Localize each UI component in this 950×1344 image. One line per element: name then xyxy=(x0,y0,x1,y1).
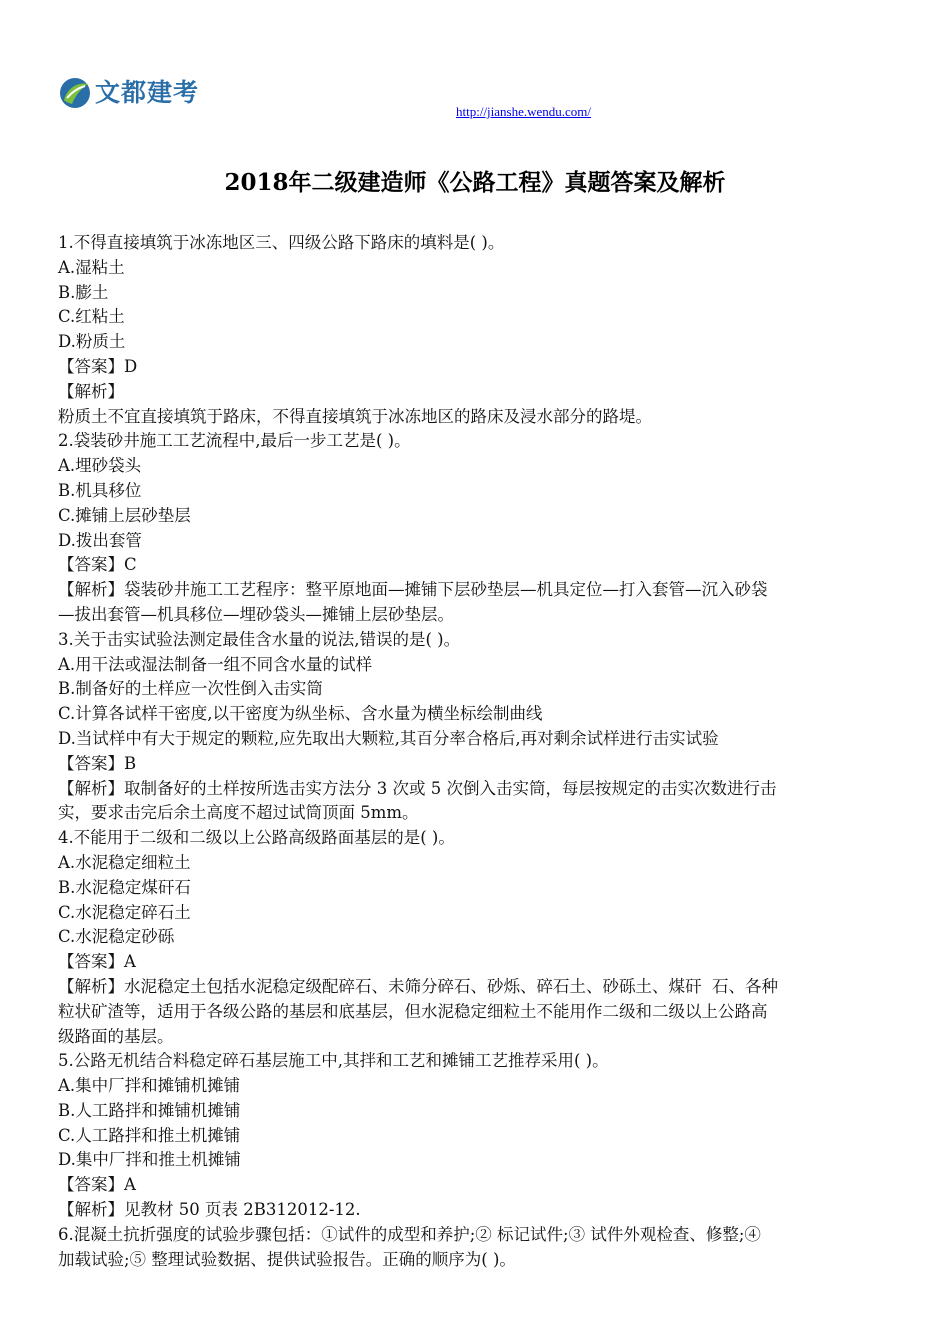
text-line: 实，要求击完后余土高度不超过试筒顶面 5mm。 xyxy=(58,803,419,823)
text-line: 【解析】 xyxy=(58,381,124,401)
wendu-logo[interactable] xyxy=(58,74,208,114)
text-line: B.人工路拌和摊铺机摊铺 xyxy=(58,1100,241,1120)
text-line: 【答案】D xyxy=(58,356,138,376)
text-line: C.人工路拌和推土机摊铺 xyxy=(58,1125,241,1145)
site-url-link[interactable]: http://jianshe.wendu.com/ xyxy=(456,104,592,119)
text-line: 4.不能用于二级和二级以上公路高级路面基层的是( )。 xyxy=(58,828,455,848)
text-line: B.水泥稳定煤矸石 xyxy=(58,877,191,897)
text-line: B.膨土 xyxy=(58,282,109,302)
document-title: 2018年二级建造师《公路工程》真题答案及解析 xyxy=(224,169,726,196)
text-line: D.集中厂拌和推土机摊铺 xyxy=(58,1150,241,1170)
document-body xyxy=(58,231,894,1272)
text-line: A.湿粘土 xyxy=(58,257,125,277)
text-line: 【解析】水泥稳定土包括水泥稳定级配碎石、未筛分碎石、砂烁、碎石土、砂砾土、煤矸 石、各种 xyxy=(58,976,778,996)
text-line: 3.关于击实试验法测定最佳含水量的说法,错误的是( )。 xyxy=(58,629,461,649)
text-line: D.粉质土 xyxy=(58,332,126,352)
text-line: 级路面的基层。 xyxy=(58,1026,174,1046)
text-line: A.用干法或湿法制备一组不同含水量的试样 xyxy=(58,654,373,674)
text-line: 【解析】袋装砂井施工工艺程序：整平原地面—摊铺下层砂垫层—机具定位—打入套管—沉入砂袋 xyxy=(58,580,768,600)
text-line: 【解析】取制备好的土样按所选击实方法分 3 次或 5 次倒入击实筒，每层按规定的击实次数进行击 xyxy=(58,778,777,798)
text-line: 【答案】C xyxy=(58,555,137,575)
logo-text: 文都建考 xyxy=(95,78,200,107)
text-line: C.摊铺上层砂垫层 xyxy=(58,505,191,525)
text-line: 粉质土不宜直接填筑于路床，不得直接填筑于冰冻地区的路床及浸水部分的路堤。 xyxy=(58,406,652,426)
text-line: D.拨出套管 xyxy=(58,530,142,550)
text-line: 1.不得直接填筑于冰冻地区三、四级公路下路床的填料是( )。 xyxy=(58,233,505,252)
text-line: B.机具移位 xyxy=(58,480,142,500)
page-header xyxy=(58,74,658,124)
text-line: 粒状矿渣等，适用于各级公路的基层和底基层，但水泥稳定细粒土不能用作二级和二级以上公路高 xyxy=(58,1001,768,1021)
text-line: A.埋砂袋头 xyxy=(58,456,142,476)
text-line: 2.袋装砂井施工工艺流程中,最后一步工艺是( )。 xyxy=(58,431,411,451)
text-line: C.水泥稳定碎石土 xyxy=(58,902,191,922)
text-line: C.水泥稳定砂砾 xyxy=(58,927,175,947)
text-line: 5.公路无机结合料稳定碎石基层施工中,其拌和工艺和摊铺工艺推荐采用( )。 xyxy=(58,1051,609,1071)
text-line: B.制备好的土样应一次性倒入击实筒 xyxy=(58,679,323,699)
text-line: 6.混凝土抗折强度的试验步骤包括：①试件的成型和养护;② 标记试件;③ 试件外观检查、修整;④ xyxy=(58,1224,761,1244)
leaf-swirl-logo-icon xyxy=(58,76,92,110)
text-line: C.计算各试样干密度,以干密度为纵坐标、含水量为横坐标绘制曲线 xyxy=(58,704,543,724)
text-line: 加载试验;⑤ 整理试验数据、提供试验报告。正确的顺序为( )。 xyxy=(58,1249,516,1269)
text-line: 【答案】B xyxy=(58,753,137,773)
text-line: 【答案】A xyxy=(58,1175,136,1195)
text-line: —拔出套管—机具移位—埋砂袋头—摊铺上层砂垫层。 xyxy=(58,604,454,624)
text-line: A.集中厂拌和摊铺机摊铺 xyxy=(58,1076,241,1096)
text-line: 【答案】A xyxy=(58,952,136,972)
text-line: A.水泥稳定细粒土 xyxy=(58,852,191,872)
text-line: C.红粘土 xyxy=(58,307,125,327)
text-line: D.当试样中有大于规定的颗粒,应先取出大颗粒,其百分率合格后,再对剩余试样进行击实试验 xyxy=(58,728,719,748)
text-line: 【解析】见教材 50 页表 2B312012-12. xyxy=(58,1200,361,1220)
